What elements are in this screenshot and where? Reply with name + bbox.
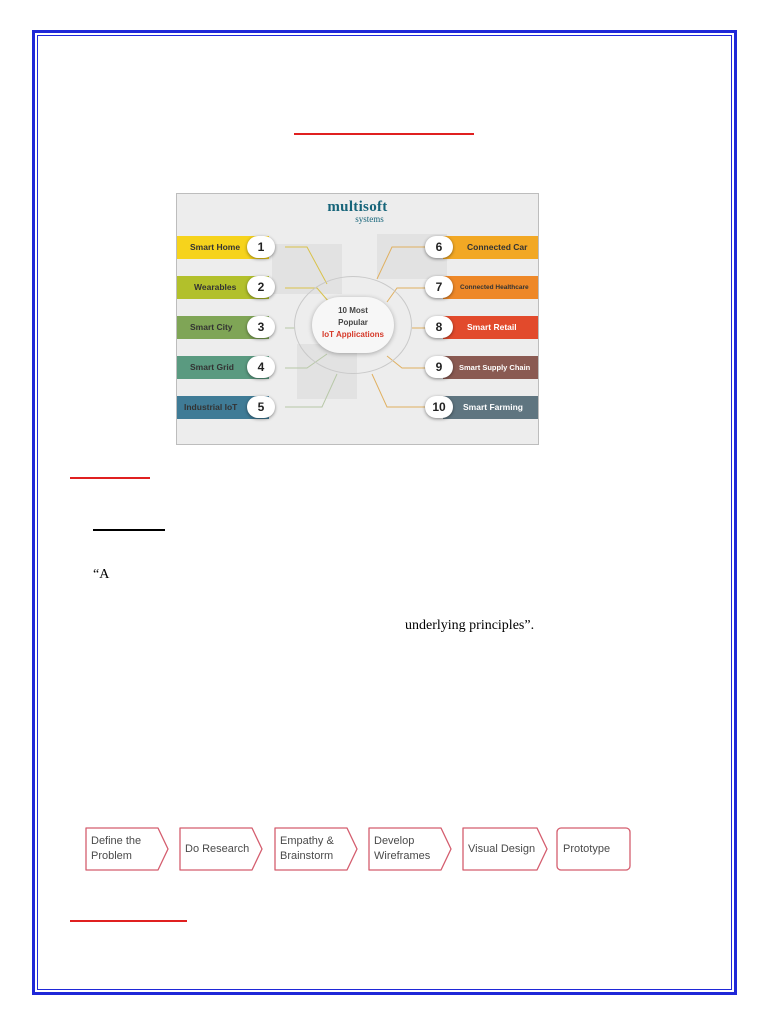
iot-item-number: 3 bbox=[247, 316, 275, 338]
process-step-line1: Develop bbox=[374, 835, 415, 847]
iot-item-number: 6 bbox=[425, 236, 453, 258]
process-step-line1: Do Research bbox=[185, 842, 250, 855]
section-underline bbox=[70, 477, 150, 479]
iot-item-number: 8 bbox=[425, 316, 453, 338]
iot-item-number: 4 bbox=[247, 356, 275, 378]
quote-opening: “A bbox=[93, 567, 110, 582]
iot-item-label: Smart Retail bbox=[467, 322, 517, 332]
process-step-line1: Visual Design bbox=[468, 842, 536, 855]
process-step-label bbox=[91, 826, 141, 872]
process-step-label bbox=[468, 826, 535, 872]
center-title bbox=[312, 305, 394, 341]
center-line-1: 10 Most bbox=[338, 306, 368, 315]
iot-item-8 bbox=[443, 316, 539, 339]
process-step-line1: Empathy & bbox=[280, 835, 334, 847]
process-step-5 bbox=[461, 826, 549, 872]
iot-item-number: 9 bbox=[425, 356, 453, 378]
process-step-label bbox=[280, 826, 334, 872]
iot-item-label: Smart Farming bbox=[463, 402, 523, 412]
center-line-3: IoT Applications bbox=[322, 330, 384, 339]
process-step-3 bbox=[273, 826, 359, 872]
process-step-label bbox=[374, 826, 430, 872]
iot-item-label: Connected Healthcare bbox=[460, 284, 529, 291]
multisoft-logo-subtitle: systems bbox=[355, 214, 384, 224]
iot-item-7 bbox=[443, 276, 539, 299]
iot-item-10 bbox=[443, 396, 539, 419]
process-step-line1: Prototype bbox=[563, 842, 611, 855]
process-step-label bbox=[563, 826, 610, 872]
process-step-line2: Brainstorm bbox=[280, 850, 334, 862]
process-step-line1: Define the bbox=[91, 835, 142, 847]
subheading-underline bbox=[93, 529, 165, 531]
iot-item-9 bbox=[443, 356, 539, 379]
process-step-2 bbox=[178, 826, 264, 872]
bottom-section-underline bbox=[70, 920, 187, 922]
process-step-line2: Problem bbox=[91, 850, 132, 862]
iot-item-label: Smart Supply Chain bbox=[459, 363, 531, 372]
process-step-label bbox=[185, 826, 249, 872]
iot-item-number: 5 bbox=[247, 396, 275, 418]
iot-item-label: Smart Grid bbox=[190, 362, 234, 372]
iot-item-number: 2 bbox=[247, 276, 275, 298]
multisoft-logo: multisoft bbox=[327, 199, 388, 215]
iot-item-6 bbox=[443, 236, 539, 259]
process-step-4 bbox=[367, 826, 453, 872]
iot-item-label: Industrial IoT bbox=[184, 402, 238, 412]
iot-item-label: Smart City bbox=[190, 322, 233, 332]
iot-item-number: 10 bbox=[425, 396, 453, 418]
iot-item-label: Wearables bbox=[194, 282, 237, 292]
iot-item-number: 1 bbox=[247, 236, 275, 258]
quote-closing: underlying principles”. bbox=[405, 618, 535, 633]
title-underline bbox=[294, 133, 474, 135]
process-step-1 bbox=[84, 826, 170, 872]
iot-item-number: 7 bbox=[425, 276, 453, 298]
iot-applications-infographic bbox=[176, 193, 539, 445]
iot-item-label: Smart Home bbox=[190, 242, 241, 252]
iot-item-label: Connected Car bbox=[467, 242, 528, 252]
process-step-6 bbox=[556, 826, 632, 872]
center-line-2: Popular bbox=[338, 318, 368, 327]
process-step-line2: Wireframes bbox=[374, 850, 431, 862]
